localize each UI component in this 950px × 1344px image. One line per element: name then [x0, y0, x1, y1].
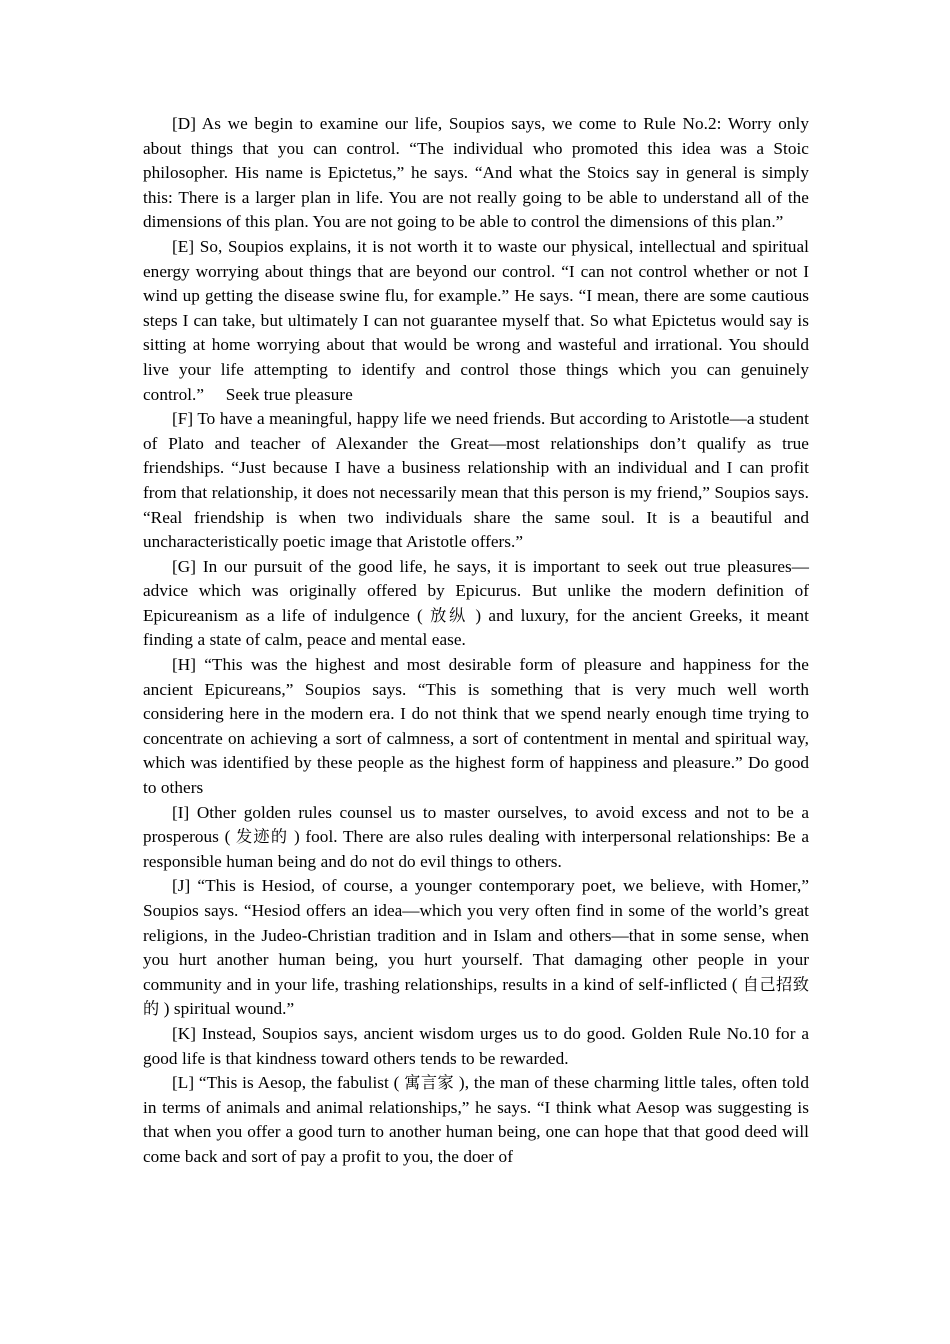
- chinese-gloss: 发迹的: [236, 827, 289, 847]
- paragraph-e: [E] So, Soupios explains, it is not worth it to waste our physical, intellectual and spiritual energy worrying about things that are beyond our control. “I can not control whether or not I wind up getting the disease swine flu, for example.” He says. “I mean, there are some cautious steps I can take, but ultimately I can not guarantee myself that. So what Epictetus would say is sitting at home worrying about that would be wrong and wasteful and irrational. You should live your life attempting to identify and control those things which you can genuinely control.” Seek true pleasure: [143, 236, 809, 404]
- paragraph-j: [J] “This is Hesiod, of course, a younger contemporary poet, we believe, with Homer,” Soupios says. “Hesiod offers an idea—which you very often find in some of the world’s great religions, in the Judeo-Christian tradition and in Islam and others—that in some sense, when you hurt another human being, you hurt yourself. That damaging other people in your community and in your life, trashing relationships, results in a kind of self-inflicted ( 自己招致的 ) spiritual wound.”: [143, 876, 809, 1019]
- passage-text-block: [143, 112, 809, 1170]
- chinese-gloss: 寓言家: [404, 1073, 455, 1093]
- chinese-gloss: 自己招致的: [143, 974, 809, 1019]
- chinese-gloss: 放纵: [430, 605, 469, 625]
- paragraph-g: [G] In our pursuit of the good life, he says, it is important to seek out true pleasures—advice which was originally offered by Epicurus. But unlike the modern definition of Epicureanism as a life of indulgence ( 放纵 ) and luxury, for the ancient Greeks, it meant finding a state of calm, peace and mental ease.: [143, 556, 809, 650]
- paragraph-d: [D] As we begin to examine our life, Soupios says, we come to Rule No.2: Worry only about things that you can control. “The individual who promoted this idea was a Stoic philosopher. His name is Epictetus,” he says. “And what the Stoics say in general is simply this: There is a larger plan in life. You are not really going to be able to understand all of the dimensions of this plan. You are not going to be able to control the dimensions of this plan.”: [143, 114, 809, 232]
- paragraph-k: [K] Instead, Soupios says, ancient wisdom urges us to do good. Golden Rule No.10 for a good life is that kindness toward others tends to be rewarded.: [143, 1023, 809, 1068]
- paragraph-h: [H] “This was the highest and most desirable form of pleasure and happiness for the ancient Epicureans,” Soupios says. “This is something that is very much well worth considering here in the modern era. I do not think that we spend nearly enough time trying to concentrate on achieving a sort of calmness, a sort of contentment in mental and spiritual way, which was identified by these people as the highest form of happiness and pleasure.” Do good to others: [143, 655, 809, 798]
- paragraph-f: [F] To have a meaningful, happy life we need friends. But according to Aristotle—a student of Plato and teacher of Alexander the Great—most relationships don’t qualify as true friendships. “Just because I have a business relationship with an individual and I can profit from that relationship, it does not necessarily mean that this person is my friend,” Soupios says. “Real friendship is when two individuals share the same soul. It is a beautiful and uncharacteristically poetic image that Aristotle offers.”: [143, 409, 809, 552]
- paragraph-i: [I] Other golden rules counsel us to master ourselves, to avoid excess and not to be a prosperous ( 发迹的 ) fool. There are also rules dealing with interpersonal relationships: Be a responsible human being and do not do evil things to others.: [143, 802, 810, 871]
- paragraph-l: [L] “This is Aesop, the fabulist ( 寓言家 ), the man of these charming little tales, often told in terms of animals and animal relationships,” he says. “I think what Aesop was suggesting is that when you offer a good turn to another human being, one can hope that that good deed will come back and sort of pay a profit to you, the doer of: [143, 1073, 809, 1166]
